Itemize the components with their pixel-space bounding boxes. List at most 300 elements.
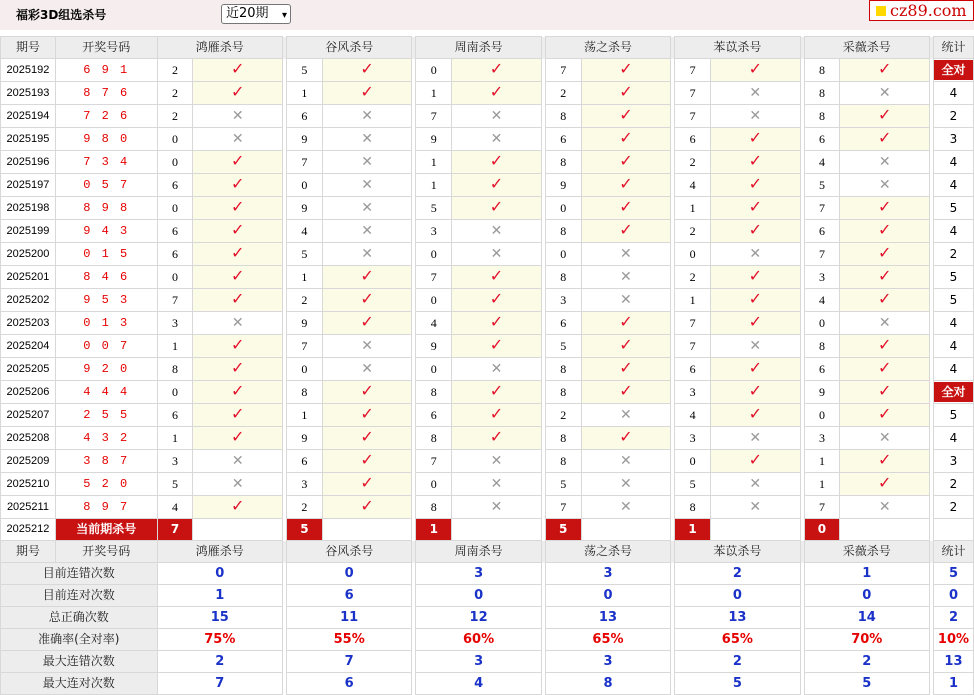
check-icon: ✓ [489, 197, 504, 216]
col-header-issue: 期号 [1, 541, 56, 563]
draw-number-cell: 6 9 1 [55, 59, 157, 82]
stats-value: 7 [286, 651, 411, 673]
check-icon: ✓ [877, 128, 892, 147]
cross-icon: ✕ [878, 176, 891, 193]
kill-number-cell: 2 [157, 105, 193, 128]
check-icon: ✓ [877, 473, 892, 492]
result-cell [711, 473, 801, 496]
issue-cell: 2025204 [1, 335, 56, 358]
kill-number-cell: 6 [545, 312, 581, 335]
stat-count: 5 [949, 200, 958, 215]
logo-text: cz89.com [890, 1, 967, 20]
result-cell [581, 335, 671, 358]
header-row [1, 541, 974, 563]
kill-number-cell: 9 [416, 335, 452, 358]
kill-number-cell: 7 [286, 335, 322, 358]
chevron-down-icon: ▾ [281, 10, 287, 21]
check-icon: ✓ [748, 312, 762, 331]
result-cell [840, 427, 930, 450]
stats-value: 0 [675, 585, 800, 607]
result-cell [322, 59, 412, 82]
result-cell [840, 381, 930, 404]
result-cell [193, 496, 283, 519]
result-cell [452, 473, 542, 496]
result-cell [581, 174, 671, 197]
result-cell [581, 220, 671, 243]
result-cell [711, 128, 801, 151]
result-cell [322, 82, 412, 105]
check-icon: ✓ [877, 381, 892, 400]
stats-row [1, 585, 974, 607]
kill-number-cell: 5 [545, 473, 581, 496]
check-icon: ✓ [877, 289, 892, 308]
stat-count: 3 [949, 453, 958, 468]
check-icon: ✓ [231, 151, 245, 170]
kill-number-cell: 8 [804, 105, 840, 128]
result-cell [193, 335, 283, 358]
kill-number-cell: 0 [675, 450, 711, 473]
kill-number-cell: 3 [286, 473, 322, 496]
cross-icon: ✕ [361, 245, 373, 262]
stats-row [1, 607, 974, 629]
kill-number-cell: 4 [804, 151, 840, 174]
kill-number-cell: 8 [545, 381, 581, 404]
result-cell [193, 174, 283, 197]
kill-number-cell: 7 [675, 105, 711, 128]
stat-count: 3 [949, 131, 958, 146]
kill-number-cell: 0 [416, 289, 452, 312]
kill-number-cell: 1 [286, 266, 322, 289]
check-icon: ✓ [877, 335, 892, 354]
kill-number-cell: 8 [416, 381, 452, 404]
stat-cell [933, 59, 973, 82]
check-icon: ✓ [748, 59, 762, 78]
kill-number-cell: 1 [286, 404, 322, 427]
stat-cell [933, 473, 973, 496]
kill-number-cell: 5 [675, 473, 711, 496]
result-cell [840, 312, 930, 335]
check-icon: ✓ [489, 82, 504, 101]
result-cell [840, 197, 930, 220]
issue-cell: 2025195 [1, 128, 56, 151]
issue-cell: 2025201 [1, 266, 56, 289]
kill-number-cell: 0 [416, 59, 452, 82]
table-row [1, 473, 974, 496]
result-cell [193, 427, 283, 450]
kill-number-cell: 1 [804, 450, 840, 473]
kill-number-cell: 7 [157, 289, 193, 312]
check-icon: ✓ [619, 381, 633, 400]
result-cell [840, 105, 930, 128]
check-icon: ✓ [748, 197, 762, 216]
kill-number-cell: 1 [286, 82, 322, 105]
stats-value: 4 [416, 673, 541, 695]
cross-icon: ✕ [490, 130, 503, 147]
stats-row [1, 651, 974, 673]
kill-number-cell: 4 [675, 174, 711, 197]
result-cell [452, 266, 542, 289]
result-cell [581, 266, 671, 289]
result-cell [322, 105, 412, 128]
result-cell [452, 381, 542, 404]
kill-number-cell: 9 [286, 312, 322, 335]
stat-cell [933, 312, 973, 335]
draw-number-cell: 8 9 8 [55, 197, 157, 220]
check-icon: ✓ [489, 427, 504, 446]
check-icon: ✓ [489, 266, 504, 285]
issue-cell: 2025202 [1, 289, 56, 312]
check-icon: ✓ [619, 151, 633, 170]
result-cell [322, 289, 412, 312]
kill-number-cell: 6 [286, 450, 322, 473]
stat-cell [933, 381, 973, 404]
kill-number-cell: 2 [545, 82, 581, 105]
result-cell [452, 82, 542, 105]
result-cell [840, 473, 930, 496]
check-icon: ✓ [877, 358, 892, 377]
issue-cell: 2025198 [1, 197, 56, 220]
stats-label: 最大连错次数 [1, 651, 158, 673]
stats-value: 13 [545, 607, 670, 629]
result-cell [193, 450, 283, 473]
check-icon: ✓ [877, 220, 892, 239]
kill-number-cell: 0 [157, 197, 193, 220]
result-cell [452, 197, 542, 220]
current-empty-cell [711, 519, 801, 541]
check-icon: ✓ [489, 312, 504, 331]
check-icon: ✓ [489, 59, 504, 78]
cross-icon: ✕ [620, 452, 632, 469]
issue-cell: 2025208 [1, 427, 56, 450]
result-cell [452, 404, 542, 427]
all-correct-badge: 全对 [934, 60, 973, 80]
kill-number-cell: 2 [157, 59, 193, 82]
kill-number-cell: 0 [286, 174, 322, 197]
kill-number-cell: 5 [286, 243, 322, 266]
result-cell [452, 105, 542, 128]
check-icon: ✓ [619, 197, 633, 216]
cross-icon: ✕ [749, 337, 762, 354]
stats-value: 3 [545, 651, 670, 673]
check-icon: ✓ [360, 59, 374, 78]
cross-icon: ✕ [878, 498, 891, 515]
kill-number-cell: 1 [157, 427, 193, 450]
stat-count: 5 [949, 269, 958, 284]
table-row [1, 358, 974, 381]
check-icon: ✓ [231, 496, 245, 515]
result-cell [193, 197, 283, 220]
cross-icon: ✕ [749, 475, 762, 492]
result-cell [452, 358, 542, 381]
kill-number-cell: 8 [545, 266, 581, 289]
kill-number-cell: 7 [675, 59, 711, 82]
cross-icon: ✕ [231, 107, 244, 124]
check-icon: ✓ [231, 358, 245, 377]
kill-number-cell: 8 [545, 427, 581, 450]
kill-number-cell: 3 [675, 427, 711, 450]
stats-value: 14 [804, 607, 929, 629]
cross-icon: ✕ [620, 291, 632, 308]
cross-icon: ✕ [490, 498, 503, 515]
result-cell [193, 82, 283, 105]
stats-value: 0 [157, 563, 282, 585]
check-icon: ✓ [748, 381, 762, 400]
kill-number-cell: 7 [416, 450, 452, 473]
check-icon: ✓ [619, 105, 633, 124]
check-icon: ✓ [489, 151, 504, 170]
issue-cell: 2025197 [1, 174, 56, 197]
table-row [1, 82, 974, 105]
result-cell [193, 220, 283, 243]
kill-number-cell: 4 [157, 496, 193, 519]
col-header-expert: 荡之杀号 [545, 37, 670, 59]
kill-number-cell: 2 [286, 289, 322, 312]
issue-cell: 2025210 [1, 473, 56, 496]
kill-number-cell: 7 [675, 335, 711, 358]
header-row [1, 37, 974, 59]
cross-icon: ✕ [490, 222, 503, 239]
cross-icon: ✕ [620, 268, 632, 285]
kill-number-cell: 2 [675, 220, 711, 243]
check-icon: ✓ [748, 174, 762, 193]
issue-cell: 2025200 [1, 243, 56, 266]
kill-number-cell: 2 [157, 82, 193, 105]
cross-icon: ✕ [490, 245, 503, 262]
current-empty-cell [581, 519, 671, 541]
stat-count: 5 [949, 292, 958, 307]
result-cell [840, 358, 930, 381]
stat-count: 4 [949, 315, 958, 330]
stats-value: 2 [157, 651, 282, 673]
kill-number-cell: 4 [286, 220, 322, 243]
result-cell [452, 289, 542, 312]
kill-number-cell: 1 [804, 473, 840, 496]
draw-number-cell: 2 5 5 [55, 404, 157, 427]
result-cell [711, 220, 801, 243]
col-header-draw: 开奖号码 [55, 37, 157, 59]
kill-number-cell: 2 [675, 266, 711, 289]
kill-number-cell: 1 [675, 197, 711, 220]
kill-number-cell: 7 [545, 59, 581, 82]
check-icon: ✓ [748, 289, 762, 308]
check-icon: ✓ [877, 404, 892, 423]
cross-icon: ✕ [878, 314, 891, 331]
result-cell [322, 473, 412, 496]
stats-row [1, 673, 974, 695]
stats-value: 8 [545, 673, 670, 695]
kill-number-cell: 6 [675, 358, 711, 381]
stat-count: 5 [949, 407, 958, 422]
table-row [1, 289, 974, 312]
kill-number-cell: 9 [286, 128, 322, 151]
result-cell [581, 312, 671, 335]
result-cell [581, 105, 671, 128]
logo-square-icon [876, 6, 886, 16]
check-icon: ✓ [748, 128, 762, 147]
cross-icon: ✕ [749, 429, 762, 446]
result-cell [193, 358, 283, 381]
check-icon: ✓ [231, 220, 245, 239]
check-icon: ✓ [748, 358, 762, 377]
cross-icon: ✕ [749, 498, 762, 515]
current-kill-number: 1 [675, 519, 711, 541]
stats-value: 0 [286, 563, 411, 585]
stat-cell [933, 220, 973, 243]
col-header-issue: 期号 [1, 37, 56, 59]
stats-row [1, 563, 974, 585]
kill-number-cell: 9 [545, 174, 581, 197]
col-header-expert: 鸿雁杀号 [157, 37, 282, 59]
check-icon: ✓ [489, 174, 504, 193]
table-row [1, 404, 974, 427]
result-cell [322, 220, 412, 243]
result-cell [711, 427, 801, 450]
stat-cell [933, 266, 973, 289]
check-icon: ✓ [489, 404, 504, 423]
result-cell [322, 174, 412, 197]
result-cell [193, 266, 283, 289]
result-cell [322, 427, 412, 450]
table-row [1, 197, 974, 220]
col-header-expert: 采薇杀号 [804, 37, 929, 59]
check-icon: ✓ [360, 404, 374, 423]
draw-number-cell: 9 5 3 [55, 289, 157, 312]
issue-cell: 2025209 [1, 450, 56, 473]
kill-number-cell: 0 [416, 473, 452, 496]
result-cell [581, 151, 671, 174]
result-cell [840, 335, 930, 358]
stats-total-value: 13 [933, 651, 973, 673]
check-icon: ✓ [619, 335, 633, 354]
kill-number-cell: 0 [675, 243, 711, 266]
check-icon: ✓ [360, 473, 374, 492]
col-header-expert: 谷风杀号 [286, 541, 411, 563]
result-cell [711, 335, 801, 358]
stats-value: 15 [157, 607, 282, 629]
all-correct-badge: 全对 [934, 382, 973, 402]
result-cell [452, 335, 542, 358]
kill-number-cell: 8 [545, 358, 581, 381]
kill-number-cell: 8 [545, 151, 581, 174]
result-cell [581, 59, 671, 82]
check-icon: ✓ [748, 151, 762, 170]
stat-cell [933, 174, 973, 197]
check-icon: ✓ [619, 82, 633, 101]
kill-number-cell: 5 [416, 197, 452, 220]
current-kill-number: 5 [286, 519, 322, 541]
stats-value: 12 [416, 607, 541, 629]
cross-icon: ✕ [490, 475, 503, 492]
kill-number-cell: 8 [286, 381, 322, 404]
stat-cell [933, 197, 973, 220]
kill-number-cell: 8 [545, 450, 581, 473]
check-icon: ✓ [231, 427, 245, 446]
table-row [1, 128, 974, 151]
current-empty-cell [193, 519, 283, 541]
kill-number-cell: 0 [804, 312, 840, 335]
stats-value: 0 [545, 585, 670, 607]
check-icon: ✓ [748, 450, 762, 469]
kill-number-cell: 6 [545, 128, 581, 151]
current-empty-cell [840, 519, 930, 541]
result-cell [193, 128, 283, 151]
kill-number-cell: 3 [157, 312, 193, 335]
result-cell [711, 59, 801, 82]
draw-number-cell: 7 2 6 [55, 105, 157, 128]
result-cell [322, 243, 412, 266]
result-cell [452, 243, 542, 266]
result-cell [840, 404, 930, 427]
stat-count: 4 [949, 177, 958, 192]
kill-number-cell: 9 [286, 427, 322, 450]
stat-cell [933, 289, 973, 312]
kill-number-cell: 8 [416, 427, 452, 450]
check-icon: ✓ [231, 266, 245, 285]
draw-number-cell: 9 2 0 [55, 358, 157, 381]
cross-icon: ✕ [490, 452, 503, 469]
stat-cell [933, 450, 973, 473]
draw-number-cell: 4 3 2 [55, 427, 157, 450]
current-kill-label: 当前期杀号 [55, 519, 157, 541]
check-icon: ✓ [489, 335, 504, 354]
result-cell [322, 335, 412, 358]
kill-number-cell: 0 [545, 243, 581, 266]
check-icon: ✓ [489, 381, 504, 400]
result-cell [840, 174, 930, 197]
kill-number-cell: 8 [416, 496, 452, 519]
stats-value: 65% [675, 629, 800, 651]
check-icon: ✓ [231, 82, 245, 101]
result-cell [322, 151, 412, 174]
result-cell [711, 82, 801, 105]
cross-icon: ✕ [620, 475, 632, 492]
result-cell [322, 197, 412, 220]
check-icon: ✓ [360, 312, 374, 331]
table-row [1, 450, 974, 473]
result-cell [711, 105, 801, 128]
issue-cell: 2025194 [1, 105, 56, 128]
kill-number-cell: 0 [157, 128, 193, 151]
result-cell [711, 151, 801, 174]
stats-value: 5 [675, 673, 800, 695]
col-header-draw: 开奖号码 [55, 541, 157, 563]
kill-number-cell: 8 [675, 496, 711, 519]
kill-number-cell: 7 [286, 151, 322, 174]
stats-value: 2 [804, 651, 929, 673]
kill-number-cell: 1 [416, 82, 452, 105]
col-header-expert: 鸿雁杀号 [157, 541, 282, 563]
result-cell [840, 243, 930, 266]
current-kill-number: 5 [545, 519, 581, 541]
issue-cell: 2025205 [1, 358, 56, 381]
col-header-expert: 谷风杀号 [286, 37, 411, 59]
result-cell [840, 82, 930, 105]
stat-count: 4 [949, 361, 958, 376]
stat-cell [933, 82, 973, 105]
kill-number-cell: 7 [675, 82, 711, 105]
result-cell [581, 358, 671, 381]
table-row [1, 496, 974, 519]
result-cell [322, 381, 412, 404]
cross-icon: ✕ [878, 153, 891, 170]
site-logo[interactable] [869, 0, 974, 21]
cross-icon: ✕ [361, 153, 373, 170]
period-select[interactable] [221, 4, 291, 24]
result-cell [840, 496, 930, 519]
stat-cell [933, 151, 973, 174]
cross-icon: ✕ [749, 84, 762, 101]
kill-number-cell: 0 [416, 243, 452, 266]
